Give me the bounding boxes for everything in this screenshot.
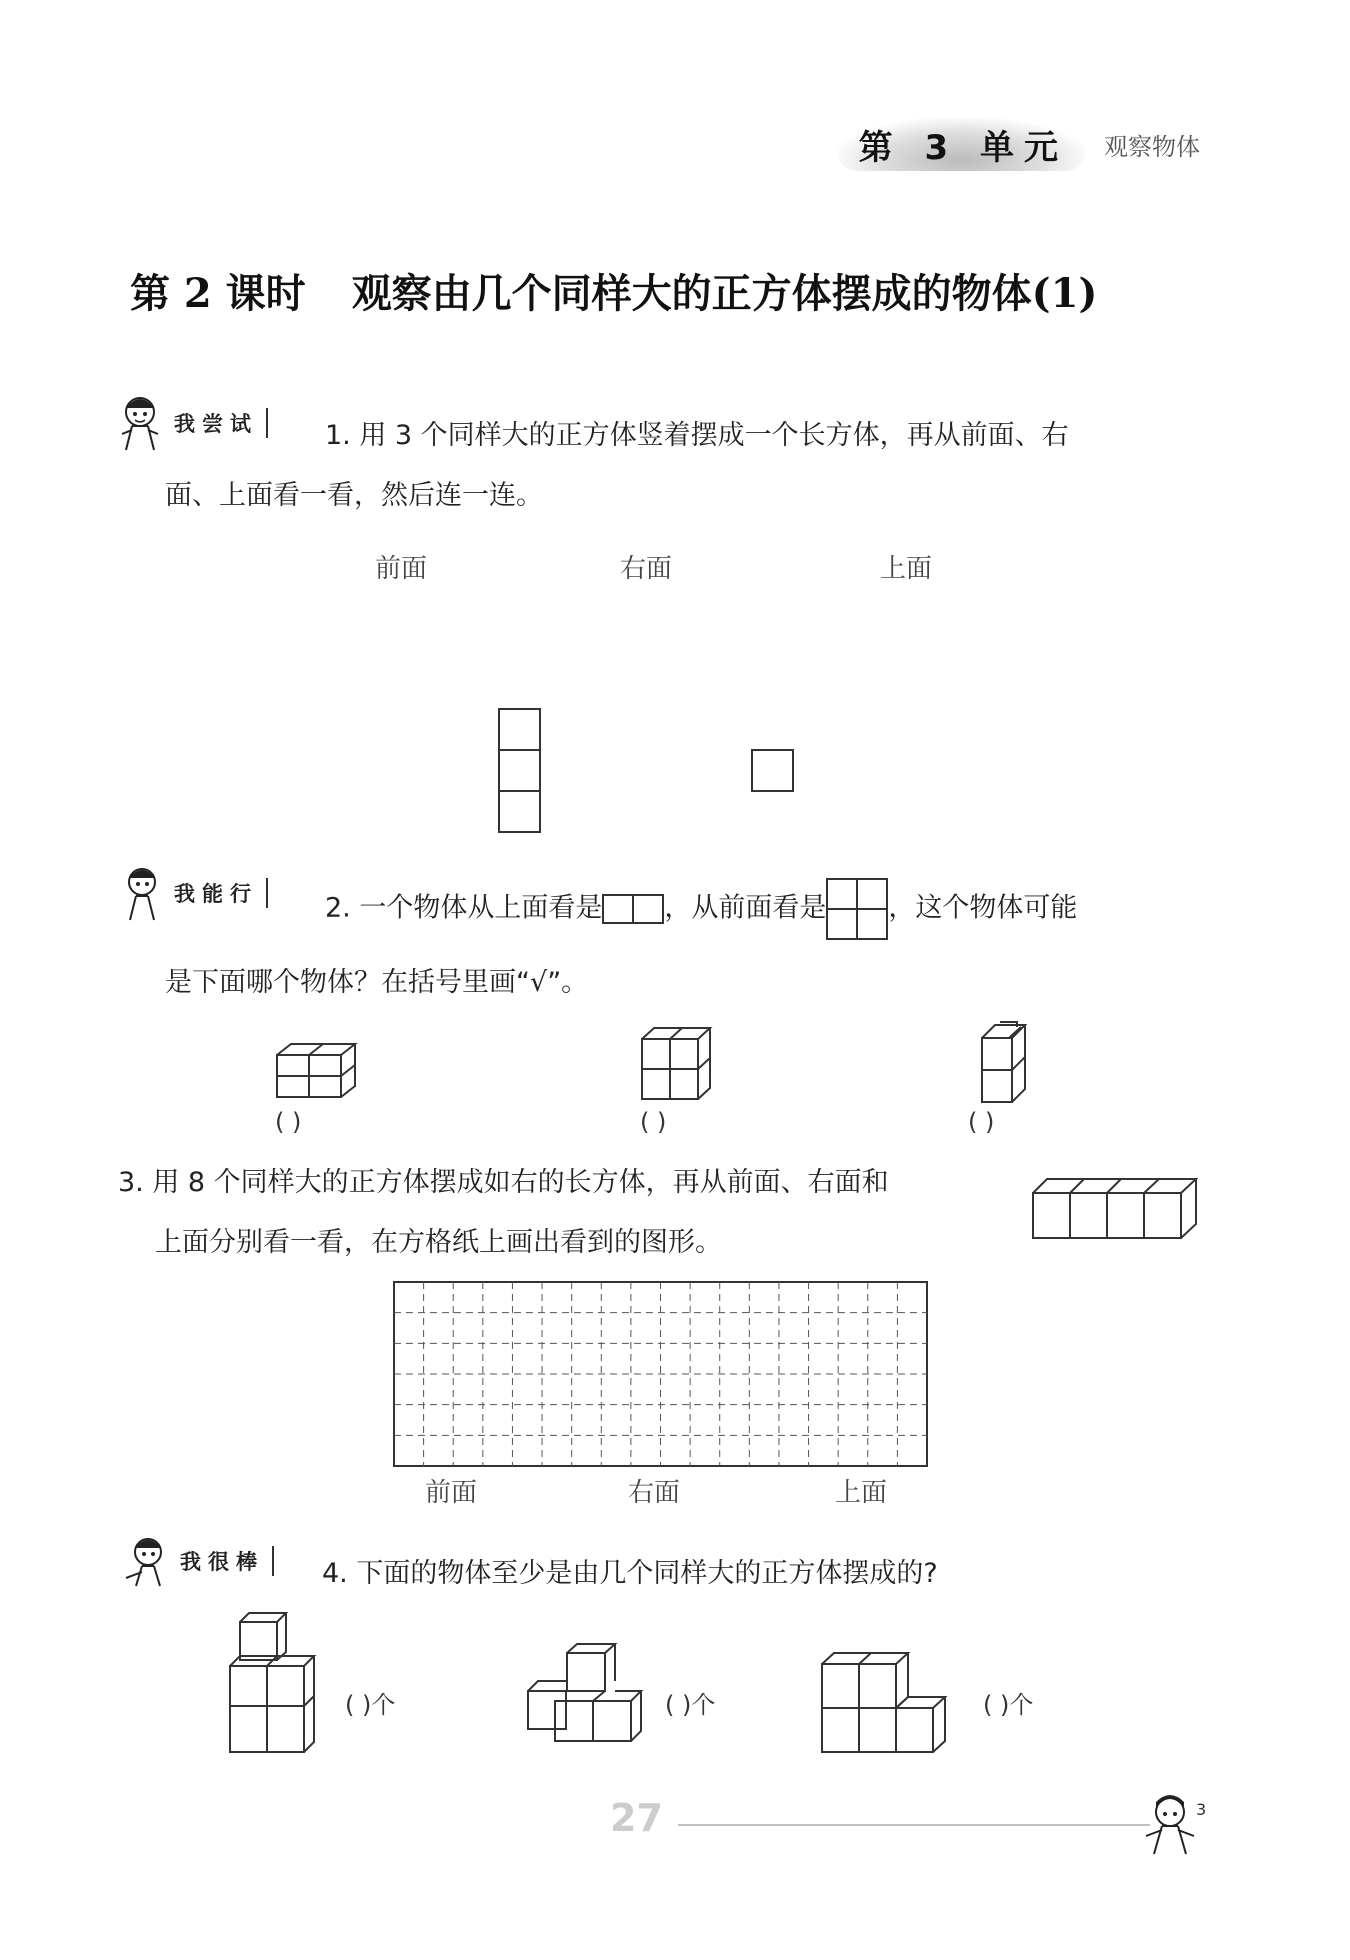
- q3-view-top: 上面: [835, 1478, 888, 1508]
- q4-figure-b-cubes: [527, 1643, 659, 1743]
- q3-grid-paper[interactable]: [393, 1281, 928, 1467]
- q2-part1: 2. 一个物体从上面看是: [325, 892, 603, 924]
- q2-part2: ，从前面看是: [664, 892, 827, 924]
- girl-mascot-icon: [112, 390, 168, 456]
- q2-option-b-paren[interactable]: ( ): [640, 1108, 667, 1136]
- lesson-name: 观察由几个同样大的正方体摆成的物体(1): [351, 270, 1098, 317]
- q2-part3: ，这个物体可能: [888, 892, 1078, 924]
- q2-option-c-cubes: [981, 1021, 1037, 1105]
- q4-figure-a-cubes: [229, 1612, 333, 1754]
- q2-line2: 是下面哪个物体？在括号里画“√”。: [165, 967, 589, 998]
- q2-option-b-cubes: [641, 1027, 717, 1103]
- footer-rule: [678, 1823, 1150, 1827]
- lesson-title: [130, 262, 1097, 319]
- unit-title: 第 3 单元: [837, 118, 1086, 171]
- tag-can: [118, 862, 268, 924]
- q2-front-view-shape: [826, 878, 888, 940]
- q3-line1: 3. 用 8 个同样大的正方体摆成如右的长方体，再从前面、右面和: [118, 1167, 889, 1198]
- q4-answer-c[interactable]: ( )个: [983, 1691, 1034, 1719]
- girl-mascot-icon: [122, 1532, 174, 1590]
- q3-cuboid-cubes: [1032, 1178, 1200, 1242]
- q2-line1: [325, 878, 1077, 940]
- q1-line2: 面、上面看一看，然后连一连。: [165, 480, 543, 511]
- q3-view-right: 右面: [628, 1478, 681, 1508]
- q1-view-right: 右面: [620, 554, 673, 584]
- q2-option-c-paren[interactable]: ( ): [968, 1108, 995, 1136]
- girl-mascot-icon: [118, 862, 168, 924]
- q2-option-a-paren[interactable]: ( ): [275, 1108, 302, 1136]
- q2-option-a-cubes: [276, 1043, 360, 1101]
- tag-try: [112, 390, 268, 456]
- tag-try-label: 我尝试: [174, 408, 268, 438]
- q3-view-front: 前面: [425, 1478, 478, 1508]
- q4-answer-b[interactable]: ( )个: [665, 1691, 716, 1719]
- corner-number: 3: [1196, 1800, 1207, 1819]
- q1-square-shape: [751, 749, 795, 793]
- q3-line2: 上面分别看一看，在方格纸上画出看到的图形。: [155, 1227, 722, 1258]
- q4-line1: 4. 下面的物体至少是由几个同样大的正方体摆成的?: [322, 1558, 938, 1589]
- unit-header: [837, 118, 1200, 171]
- lesson-number: 第 2 课时: [130, 270, 306, 317]
- q2-top-view-shape: [602, 893, 664, 925]
- q1-view-top: 上面: [880, 554, 933, 584]
- unit-subject: 观察物体: [1104, 133, 1200, 161]
- tag-can-label: 我能行: [174, 878, 268, 908]
- q1-view-front: 前面: [375, 554, 428, 584]
- q4-figure-c-cubes: [821, 1652, 965, 1754]
- boy-mascot-icon: [1140, 1790, 1202, 1860]
- q1-line1: 1. 用 3 个同样大的正方体竖着摆成一个长方体，再从前面、右: [325, 420, 1069, 451]
- q4-answer-a[interactable]: ( )个: [345, 1691, 396, 1719]
- tag-great-label: 我很棒: [180, 1546, 274, 1576]
- page-number: 27: [610, 1796, 663, 1840]
- q1-tall-shape: [498, 708, 542, 834]
- tag-great: [122, 1532, 274, 1590]
